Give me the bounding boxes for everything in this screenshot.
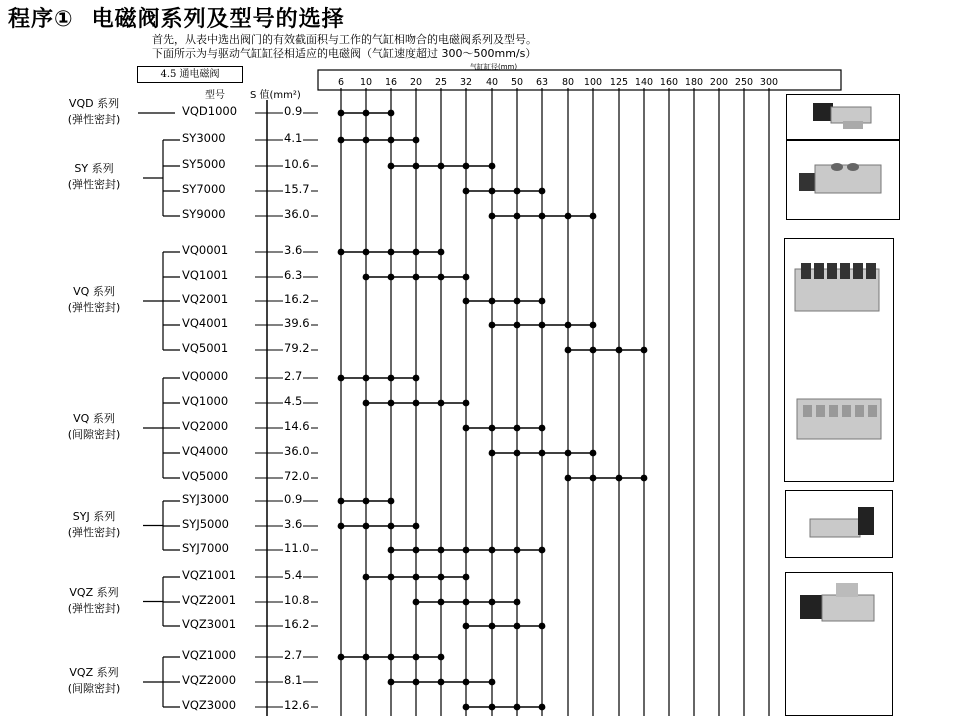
s-value: 10.6 [284, 157, 310, 171]
s-value: 4.1 [284, 131, 303, 145]
bore-match-dot [413, 137, 420, 144]
sy-valve-photo [786, 140, 900, 220]
seal-type: (弹性密封) [67, 601, 121, 615]
bore-match-dot [463, 574, 470, 581]
bore-match-dot [514, 213, 521, 220]
model-column-header: 型号 [205, 90, 225, 101]
series-name: VQ 系列 [73, 285, 115, 298]
bore-match-dot [539, 623, 546, 630]
bore-tick-label: 140 [634, 77, 654, 88]
s-value: 2.7 [284, 369, 303, 383]
s-value: 10.8 [284, 593, 310, 607]
s-value: 14.6 [284, 419, 310, 433]
bore-match-dot [338, 110, 345, 117]
bore-match-dot [539, 322, 546, 329]
bore-match-dot [590, 213, 597, 220]
bore-match-dot [363, 274, 370, 281]
bore-match-dot [438, 574, 445, 581]
bore-tick-label: 50 [510, 77, 524, 88]
bore-match-dot [539, 188, 546, 195]
series-name: VQ 系列 [73, 412, 115, 425]
s-value: 39.6 [284, 316, 310, 330]
bore-match-dot [539, 298, 546, 305]
bore-match-dot [438, 679, 445, 686]
bore-tick-label: 10 [359, 77, 373, 88]
bore-match-dot [514, 322, 521, 329]
bore-match-dot [363, 110, 370, 117]
model-name: SY3000 [182, 131, 226, 145]
bore-match-dot [363, 400, 370, 407]
bore-match-dot [388, 163, 395, 170]
bore-match-dot [388, 110, 395, 117]
s-value: 72.0 [284, 469, 310, 483]
seal-type: (间隙密封) [67, 428, 121, 441]
seal-type: (弹性密封) [67, 113, 121, 126]
model-name: VQZ3001 [182, 617, 237, 631]
bore-match-dot [388, 547, 395, 554]
bore-match-dot [514, 450, 521, 457]
s-value: 79.2 [284, 341, 310, 355]
s-value: 0.9 [284, 104, 303, 118]
bore-match-dot [413, 274, 420, 281]
bore-tick-label: 250 [734, 77, 754, 88]
bore-match-dot [590, 450, 597, 457]
seal-type: (弹性密封) [67, 178, 121, 191]
series-label [48, 509, 140, 541]
title-text: 电磁阀系列及型号的选择 [91, 7, 345, 32]
bore-match-dot [388, 498, 395, 505]
bore-match-dot [463, 704, 470, 711]
bore-match-dot [413, 400, 420, 407]
series-name: SYJ 系列 [72, 509, 116, 523]
bore-match-dot [514, 188, 521, 195]
bore-match-dot [338, 654, 345, 661]
bore-tick-label: 200 [709, 77, 729, 88]
s-value: 6.3 [284, 268, 303, 282]
bore-match-dot [388, 523, 395, 530]
bore-match-dot [514, 623, 521, 630]
bore-match-dot [463, 599, 470, 606]
bore-tick-label: 300 [759, 77, 779, 88]
s-value: 16.2 [284, 292, 310, 306]
bore-match-dot [539, 425, 546, 432]
bore-match-dot [514, 425, 521, 432]
bore-match-dot [641, 347, 648, 354]
vqz-valve-photo [785, 572, 893, 716]
bore-match-dot [565, 347, 572, 354]
series-label [48, 411, 140, 443]
model-name: VQ4000 [182, 444, 229, 458]
model-name: SY7000 [182, 182, 226, 196]
bore-match-dot [413, 599, 420, 606]
bore-match-dot [363, 654, 370, 661]
bore-match-dot [363, 498, 370, 505]
bore-match-dot [438, 274, 445, 281]
bore-match-dot [388, 679, 395, 686]
bore-match-dot [438, 599, 445, 606]
s-value: 16.2 [284, 617, 310, 631]
bore-match-dot [489, 599, 496, 606]
bore-match-dot [489, 298, 496, 305]
model-name: VQ5000 [182, 469, 229, 483]
bore-match-dot [438, 547, 445, 554]
s-value: 36.0 [284, 444, 310, 458]
seal-type: (弹性密封) [67, 525, 121, 539]
bore-match-dot [489, 704, 496, 711]
bore-tick-label: 80 [561, 77, 575, 88]
bore-match-dot [388, 375, 395, 382]
bore-match-dot [413, 654, 420, 661]
s-value: 11.0 [284, 541, 310, 555]
bore-match-dot [363, 249, 370, 256]
bore-match-dot [463, 425, 470, 432]
series-label [48, 161, 140, 193]
intro-line-1: 首先，从表中选出阀门的有效截面积与工作的气缸相吻合的电磁阀系列及型号。 [152, 33, 537, 46]
model-name: VQ1001 [182, 268, 229, 282]
s-value: 3.6 [284, 243, 303, 257]
model-name: SYJ5000 [182, 517, 229, 531]
bore-match-dot [539, 213, 546, 220]
bore-match-dot [438, 249, 445, 256]
bore-match-dot [438, 400, 445, 407]
bore-match-dot [489, 213, 496, 220]
s-value: 3.6 [284, 517, 303, 531]
bore-match-dot [463, 547, 470, 554]
bore-match-dot [438, 163, 445, 170]
model-name: VQ0001 [182, 243, 229, 257]
bore-match-dot [514, 704, 521, 711]
model-name: VQ2000 [182, 419, 229, 433]
bore-tick-label: 160 [659, 77, 679, 88]
bore-match-dot [363, 375, 370, 382]
bore-match-dot [363, 523, 370, 530]
bore-tick-label: 25 [434, 77, 448, 88]
series-label [48, 96, 140, 128]
model-name: VQ2001 [182, 292, 229, 306]
s-value: 2.7 [284, 648, 303, 662]
syj-valve-photo [785, 490, 893, 558]
bore-match-dot [539, 450, 546, 457]
step-label: 程序① [8, 7, 74, 32]
bore-match-dot [514, 298, 521, 305]
seal-type: (弹性密封) [67, 301, 121, 314]
bore-match-dot [413, 249, 420, 256]
bore-tick-label: 40 [485, 77, 499, 88]
bore-match-dot [616, 347, 623, 354]
model-name: VQZ1001 [182, 568, 237, 582]
bore-match-dot [338, 523, 345, 530]
series-name: VQD 系列 [68, 97, 120, 110]
bore-match-dot [413, 163, 420, 170]
bore-match-dot [338, 249, 345, 256]
bore-match-dot [489, 163, 496, 170]
bore-tick-label: 16 [384, 77, 398, 88]
model-name: VQZ2000 [182, 673, 237, 687]
bore-match-dot [363, 137, 370, 144]
bore-match-dot [489, 547, 496, 554]
bore-match-dot [489, 188, 496, 195]
bore-match-dot [590, 322, 597, 329]
s-value: 36.0 [284, 207, 310, 221]
bore-match-dot [413, 375, 420, 382]
bore-match-dot [338, 375, 345, 382]
bore-match-dot [463, 679, 470, 686]
bore-match-dot [641, 475, 648, 482]
series-label [48, 585, 140, 617]
bore-match-dot [438, 654, 445, 661]
s-value-column-header: S 值(mm²) [250, 90, 301, 101]
model-name: SYJ3000 [182, 492, 229, 506]
bore-match-dot [413, 547, 420, 554]
bore-match-dot [489, 450, 496, 457]
bore-match-dot [413, 679, 420, 686]
s-value: 0.9 [284, 492, 303, 506]
bore-match-dot [565, 450, 572, 457]
model-name: VQD1000 [182, 104, 238, 118]
seal-type: (间隙密封) [67, 682, 121, 695]
bore-match-dot [514, 547, 521, 554]
bore-match-dot [514, 599, 521, 606]
valve-type-label: 4.5 通电磁阀 [137, 66, 243, 83]
s-value: 5.4 [284, 568, 303, 582]
model-name: VQ5001 [182, 341, 229, 355]
bore-tick-label: 6 [337, 77, 345, 88]
bore-match-dot [463, 163, 470, 170]
bore-match-dot [489, 425, 496, 432]
bore-match-dot [388, 274, 395, 281]
bore-match-dot [463, 400, 470, 407]
bore-match-dot [489, 623, 496, 630]
bore-match-dot [565, 213, 572, 220]
bore-tick-label: 63 [535, 77, 549, 88]
bore-match-dot [590, 475, 597, 482]
bore-match-dot [388, 400, 395, 407]
bore-tick-label: 32 [459, 77, 473, 88]
bore-match-dot [388, 137, 395, 144]
series-label [48, 665, 140, 697]
intro-line-2: 下面所示为与驱动气缸缸径相适应的电磁阀（气缸速度超过 300～500mm/s） [152, 47, 537, 60]
bore-match-dot [338, 137, 345, 144]
bore-match-dot [463, 188, 470, 195]
vq-elastic-manifold-photo [784, 238, 894, 482]
bore-tick-label: 125 [609, 77, 629, 88]
bore-match-dot [463, 623, 470, 630]
model-name: VQZ2001 [182, 593, 237, 607]
model-name: VQZ3000 [182, 698, 237, 712]
series-label [48, 284, 140, 316]
model-name: VQ1000 [182, 394, 229, 408]
model-name: VQ0000 [182, 369, 229, 383]
bore-match-dot [539, 704, 546, 711]
bore-match-dot [590, 347, 597, 354]
vqd-valve-photo [786, 94, 900, 140]
bore-match-dot [539, 547, 546, 554]
bore-tick-label: 20 [409, 77, 423, 88]
bore-match-dot [565, 322, 572, 329]
bore-match-dot [616, 475, 623, 482]
bore-tick-label: 100 [583, 77, 603, 88]
model-name: SYJ7000 [182, 541, 229, 555]
series-name: SY 系列 [74, 162, 114, 175]
model-name: SY9000 [182, 207, 226, 221]
bore-match-dot [388, 654, 395, 661]
bore-tick-label: 180 [684, 77, 704, 88]
bore-unit-label: 气缸缸径(mm) [470, 63, 518, 71]
bore-match-dot [338, 498, 345, 505]
bore-match-dot [388, 249, 395, 256]
bore-match-dot [363, 574, 370, 581]
series-name: VQZ 系列 [69, 585, 119, 599]
bore-match-dot [489, 679, 496, 686]
bore-match-dot [413, 523, 420, 530]
bore-match-dot [489, 322, 496, 329]
bore-match-dot [463, 274, 470, 281]
bore-match-dot [565, 475, 572, 482]
bore-match-dot [388, 574, 395, 581]
bore-match-dot [463, 298, 470, 305]
bore-match-dot [413, 574, 420, 581]
series-name: VQZ 系列 [69, 666, 119, 679]
model-name: VQZ1000 [182, 648, 237, 662]
s-value: 4.5 [284, 394, 303, 408]
s-value: 15.7 [284, 182, 310, 196]
model-name: VQ4001 [182, 316, 229, 330]
s-value: 8.1 [284, 673, 303, 687]
s-value: 12.6 [284, 698, 310, 712]
model-name: SY5000 [182, 157, 226, 171]
